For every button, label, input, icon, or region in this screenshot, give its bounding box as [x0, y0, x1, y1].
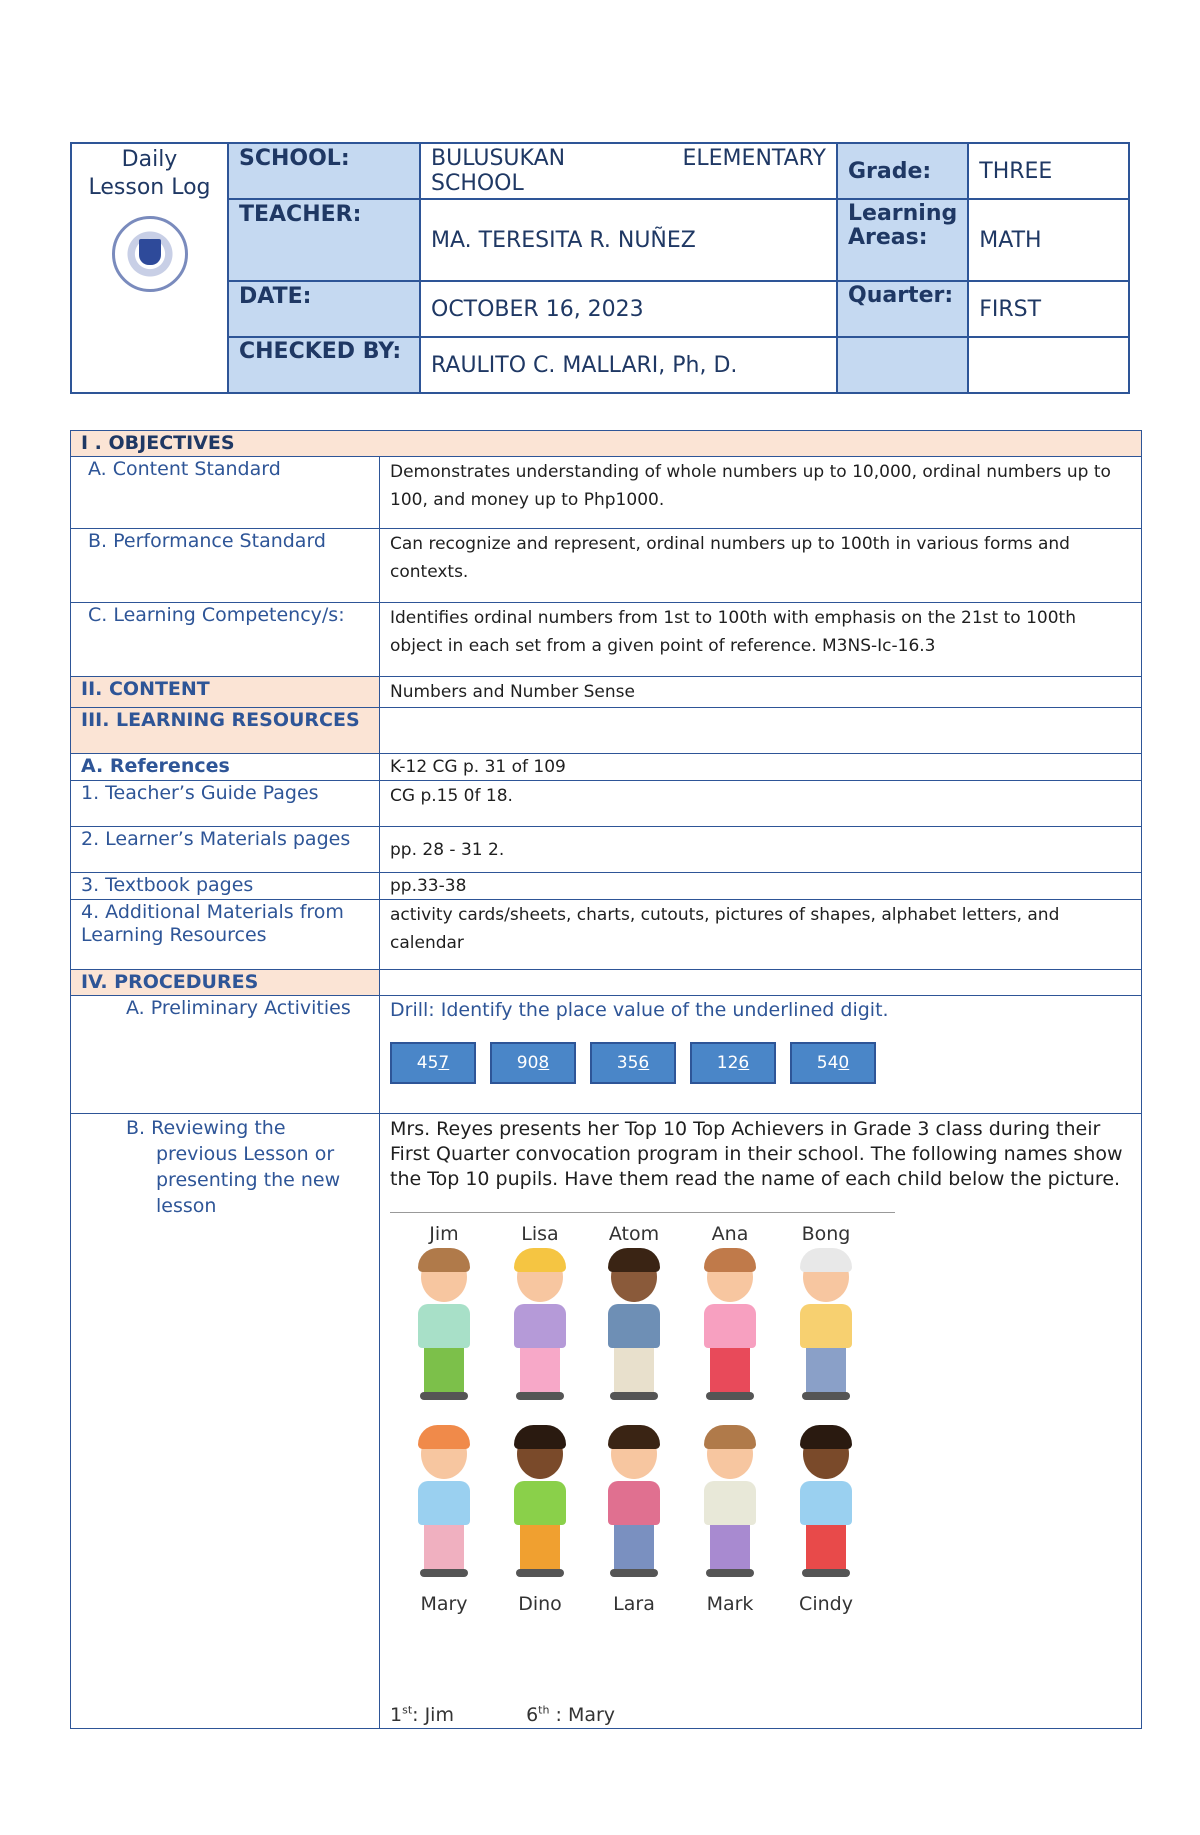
teacher-label: TEACHER:: [228, 199, 420, 281]
kid-figure: [404, 1223, 484, 1402]
achievers-picture: [390, 1223, 890, 1693]
rank-1st: 1st: Jim: [390, 1704, 454, 1727]
grade-label: Grade:: [837, 143, 968, 199]
header-table: [70, 142, 1130, 394]
date-value: OCTOBER 16, 2023: [420, 281, 837, 337]
child-icon: [606, 1252, 662, 1402]
textbook-label: 3. Textbook pages: [71, 873, 380, 900]
number-box: 35 6: [590, 1042, 676, 1084]
references-text: K-12 CG p. 31 of 109: [380, 754, 1142, 781]
content-standard-label: A. Content Standard: [71, 457, 380, 529]
kid-figure: [500, 1423, 580, 1616]
child-icon: [702, 1429, 758, 1579]
additional-materials-text: activity cards/sheets, charts, cutouts, pictures of shapes, alphabet letters, and calendar: [380, 900, 1142, 970]
child-icon: [606, 1429, 662, 1579]
number-box: 45 7: [390, 1042, 476, 1084]
kid-name: Cindy: [799, 1593, 853, 1615]
school-value: BULUSUKAN ELEMENTARY SCHOOL: [420, 143, 837, 199]
school-label: SCHOOL:: [228, 143, 420, 199]
additional-materials-label: 4. Additional Materials from Learning Resources: [71, 900, 380, 970]
kid-figure: [786, 1423, 866, 1616]
drill-cell: [380, 996, 1142, 1114]
number-boxes: [390, 1042, 1131, 1084]
date-label: DATE:: [228, 281, 420, 337]
child-icon: [798, 1252, 854, 1402]
empty-cell: [837, 337, 968, 393]
child-icon: [416, 1252, 472, 1402]
performance-standard-text: Can recognize and represent, ordinal numbers up to 100th in various forms and contexts.: [380, 529, 1142, 603]
kid-figure: [786, 1223, 866, 1402]
resources-heading: III. LEARNING RESOURCES: [71, 708, 380, 754]
grade-value: THREE: [968, 143, 1129, 199]
empty-cell: [968, 337, 1129, 393]
number-box: 90 8: [490, 1042, 576, 1084]
kid-name: Jim: [429, 1223, 459, 1245]
kid-figure: [404, 1423, 484, 1616]
content-text: Numbers and Number Sense: [380, 677, 1142, 708]
performance-standard-label: B. Performance Standard: [71, 529, 380, 603]
procedures-heading: IV. PROCEDURES: [71, 970, 380, 996]
reviewing-cell: [380, 1114, 1142, 1729]
drill-text: Drill: Identify the place value of the underlined digit.: [390, 999, 889, 1021]
kid-figure: [594, 1223, 674, 1402]
learners-materials-text: pp. 28 - 31 2.: [380, 827, 1142, 873]
child-icon: [416, 1429, 472, 1579]
quarter-value: FIRST: [968, 281, 1129, 337]
kid-name: Bong: [801, 1223, 851, 1245]
references-label: A. References: [71, 754, 380, 781]
textbook-text: pp.33-38: [380, 873, 1142, 900]
deped-seal-icon: [112, 216, 188, 292]
number-box: 12 6: [690, 1042, 776, 1084]
logo-cell: [71, 143, 228, 393]
number-box: 54 0: [790, 1042, 876, 1084]
competency-label: C. Learning Competency/s:: [71, 603, 380, 677]
child-icon: [798, 1429, 854, 1579]
reviewing-label: B. Reviewing the previous Lesson or presenting the new lesson: [71, 1114, 380, 1729]
preliminary-label: A. Preliminary Activities: [71, 996, 380, 1114]
objectives-heading: I . OBJECTIVES: [71, 431, 1142, 457]
kid-figure: [690, 1423, 770, 1616]
area-value: MATH: [968, 199, 1129, 281]
reviewing-text: Mrs. Reyes presents her Top 10 Top Achievers in Grade 3 class during their First Quarter convocation program in their school. The following names show the Top 10 pupils. Have them read the name of each child below the picture.: [390, 1118, 1123, 1190]
kid-name: Mark: [706, 1593, 754, 1615]
teachers-guide-label: 1. Teacher’s Guide Pages: [71, 781, 380, 827]
rank-line: [390, 1699, 1131, 1727]
child-icon: [512, 1429, 568, 1579]
logo-title: Daily Lesson Log: [88, 147, 211, 200]
rank-6th: 6th : Mary: [526, 1704, 616, 1727]
child-icon: [512, 1252, 568, 1402]
kid-figure: [500, 1223, 580, 1402]
checked-value: RAULITO C. MALLARI, Ph, D.: [420, 337, 837, 393]
kid-name: Ana: [711, 1223, 749, 1245]
quarter-label: Quarter:: [837, 281, 968, 337]
kid-name: Dino: [518, 1593, 562, 1615]
content-standard-text: Demonstrates understanding of whole numbers up to 10,000, ordinal numbers up to 100, and money up to Php1000.: [380, 457, 1142, 529]
content-heading: II. CONTENT: [71, 677, 380, 708]
teachers-guide-text: CG p.15 0f 18.: [380, 781, 1142, 827]
kid-name: Lisa: [521, 1223, 559, 1245]
child-icon: [702, 1252, 758, 1402]
kid-name: Mary: [420, 1593, 468, 1615]
kid-name: Atom: [608, 1223, 660, 1245]
empty-cell: [380, 708, 1142, 754]
teacher-value: MA. TERESITA R. NUÑEZ: [420, 199, 837, 281]
empty-cell: [380, 970, 1142, 996]
kid-figure: [690, 1223, 770, 1402]
lesson-table: [70, 430, 1142, 1729]
checked-label: CHECKED BY:: [228, 337, 420, 393]
learners-materials-label: 2. Learner’s Materials pages: [71, 827, 380, 873]
kid-name: Lara: [613, 1593, 655, 1615]
kid-figure: [594, 1423, 674, 1616]
area-label: Learning Areas:: [837, 199, 968, 281]
competency-text: Identifies ordinal numbers from 1st to 100th with emphasis on the 21st to 100th object in each set from a given point of reference. M3NS-Ic-16.3: [380, 603, 1142, 677]
